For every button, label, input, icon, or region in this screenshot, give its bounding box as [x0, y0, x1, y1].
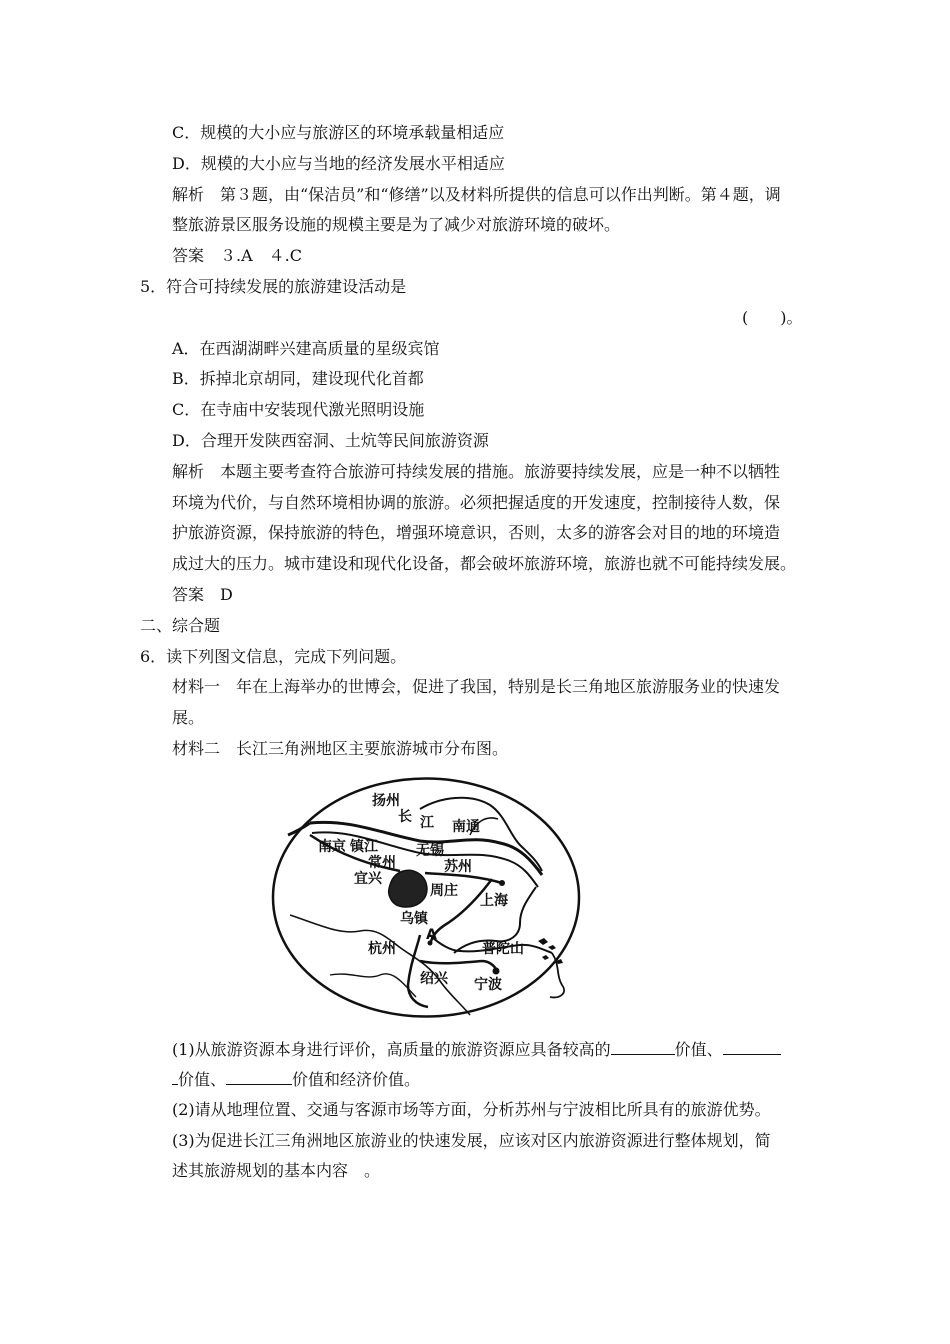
q6-material-1-line-1: 材料一 年在上海举办的世博会，促进了我国，特别是长三角地区旅游服务业的快速发: [172, 677, 781, 696]
label-zhouzhuang: 周庄: [430, 883, 458, 899]
q5-option-a: A．在西湖湖畔兴建高质量的星级宾馆: [172, 339, 440, 358]
label-chang: 长: [398, 809, 412, 825]
label-putuoshan: 普陀山: [482, 941, 524, 957]
answer-blank-3[interactable]: [226, 1068, 292, 1085]
q6-sub1-text-b: 价值、: [674, 1040, 723, 1059]
label-point-a: A: [426, 927, 437, 943]
q5-answer: 答案 D: [172, 585, 233, 604]
q6-sub2: (2)请从地理位置、交通与客源市场等方面，分析苏州与宁波相比所具有的旅游优势。: [172, 1100, 771, 1119]
q6-sub1-line-2: [172, 1068, 420, 1091]
q5-option-b: B．拆掉北京胡同，建设现代化首都: [172, 369, 424, 388]
q5-analysis-line-3: 护旅游资源，保持旅游的特色，增强环境意识，否则，太多的游客会对目的地的环境造: [172, 523, 781, 542]
q5-analysis-line-4: 成过大的压力。城市建设和现代化设备，都会破坏旅游环境，旅游也就不可能持续发展。: [172, 554, 797, 573]
shanghai-dot: [499, 880, 505, 886]
label-shaoxing: 绍兴: [420, 971, 448, 987]
q6-stem: 6．读下列图文信息，完成下列问题。: [140, 647, 407, 666]
yangtze-delta-tourism-map: [270, 775, 582, 1020]
label-suzhou: 苏州: [444, 859, 472, 875]
q6-sub1-text-a: (1)从旅游资源本身进行评价，高质量的旅游资源应具备较高的: [172, 1040, 611, 1059]
answer-blank-1[interactable]: [611, 1038, 675, 1055]
q5-answer-bracket: ( )。: [742, 308, 803, 327]
label-shanghai: 上海: [480, 893, 508, 909]
q6-sub3-line-2: 述其旅游规划的基本内容 。: [172, 1161, 381, 1180]
label-ningbo: 宁波: [474, 977, 502, 993]
label-yixing: 宜兴: [354, 871, 382, 887]
q3-analysis-line-2: 整旅游景区服务设施的规模主要是为了减少对旅游环境的破坏。: [172, 215, 621, 234]
q6-sub1-text-c: 价值、: [178, 1070, 227, 1089]
q5-option-c: C．在寺庙中安装现代激光照明设施: [172, 400, 425, 419]
north-coastline: [420, 798, 542, 871]
q5-analysis-line-2: 环境为代价，与自然环境相协调的旅游。必须把握适度的开发速度，控制接待人数，保: [172, 493, 781, 512]
label-changzhou: 常州: [368, 855, 396, 871]
label-hangzhou: 杭州: [368, 941, 396, 957]
q3-option-c: C．规模的大小应与旅游区的环境承载量相适应: [172, 123, 505, 142]
ningbo-dot: [493, 968, 500, 975]
q6-sub1-line-1: [172, 1038, 781, 1061]
section-heading: 二、综合题: [140, 616, 221, 635]
q3-answer: 答案 ３.A ４.C: [172, 246, 302, 265]
answer-blank-2-start[interactable]: [723, 1038, 781, 1055]
q6-material-1-line-2: 展。: [172, 708, 205, 727]
q6-sub3-line-1: (3)为促进长江三角洲地区旅游业的快速发展，应该对区内旅游资源进行整体规划，简: [172, 1131, 771, 1150]
q6-sub1-text-d: 价值和经济价值。: [292, 1070, 421, 1089]
q5-analysis-line-1: 解析 本题主要考查符合旅游可持续发展的措施。旅游要持续发展，应是一种不以牺牲: [172, 462, 781, 481]
label-nantong: 南通: [452, 819, 480, 835]
label-yangzhou: 扬州: [372, 793, 400, 809]
taihu-lake: [389, 870, 427, 907]
q5-option-d: D．合理开发陕西窑洞、土炕等民间旅游资源: [172, 431, 489, 450]
q3-analysis-line-1: 解析 第３题，由“保洁员”和“修缮”以及材料所提供的信息可以作出判断。第４题，调: [172, 185, 781, 204]
label-nanjing: 南京: [318, 839, 346, 855]
label-wuzhen: 乌镇: [400, 911, 428, 927]
label-jiang: 江: [420, 815, 434, 831]
q3-option-d: D．规模的大小应与当地的经济发展水平相适应: [172, 154, 505, 173]
label-zhenjiang: 镇江: [350, 839, 378, 855]
label-wuxi: 无锡: [416, 843, 444, 859]
q6-material-2: 材料二 长江三角洲地区主要旅游城市分布图。: [172, 739, 509, 758]
q5-stem: 5．符合可持续发展的旅游建设活动是: [140, 277, 407, 296]
province-border: [290, 915, 470, 1015]
